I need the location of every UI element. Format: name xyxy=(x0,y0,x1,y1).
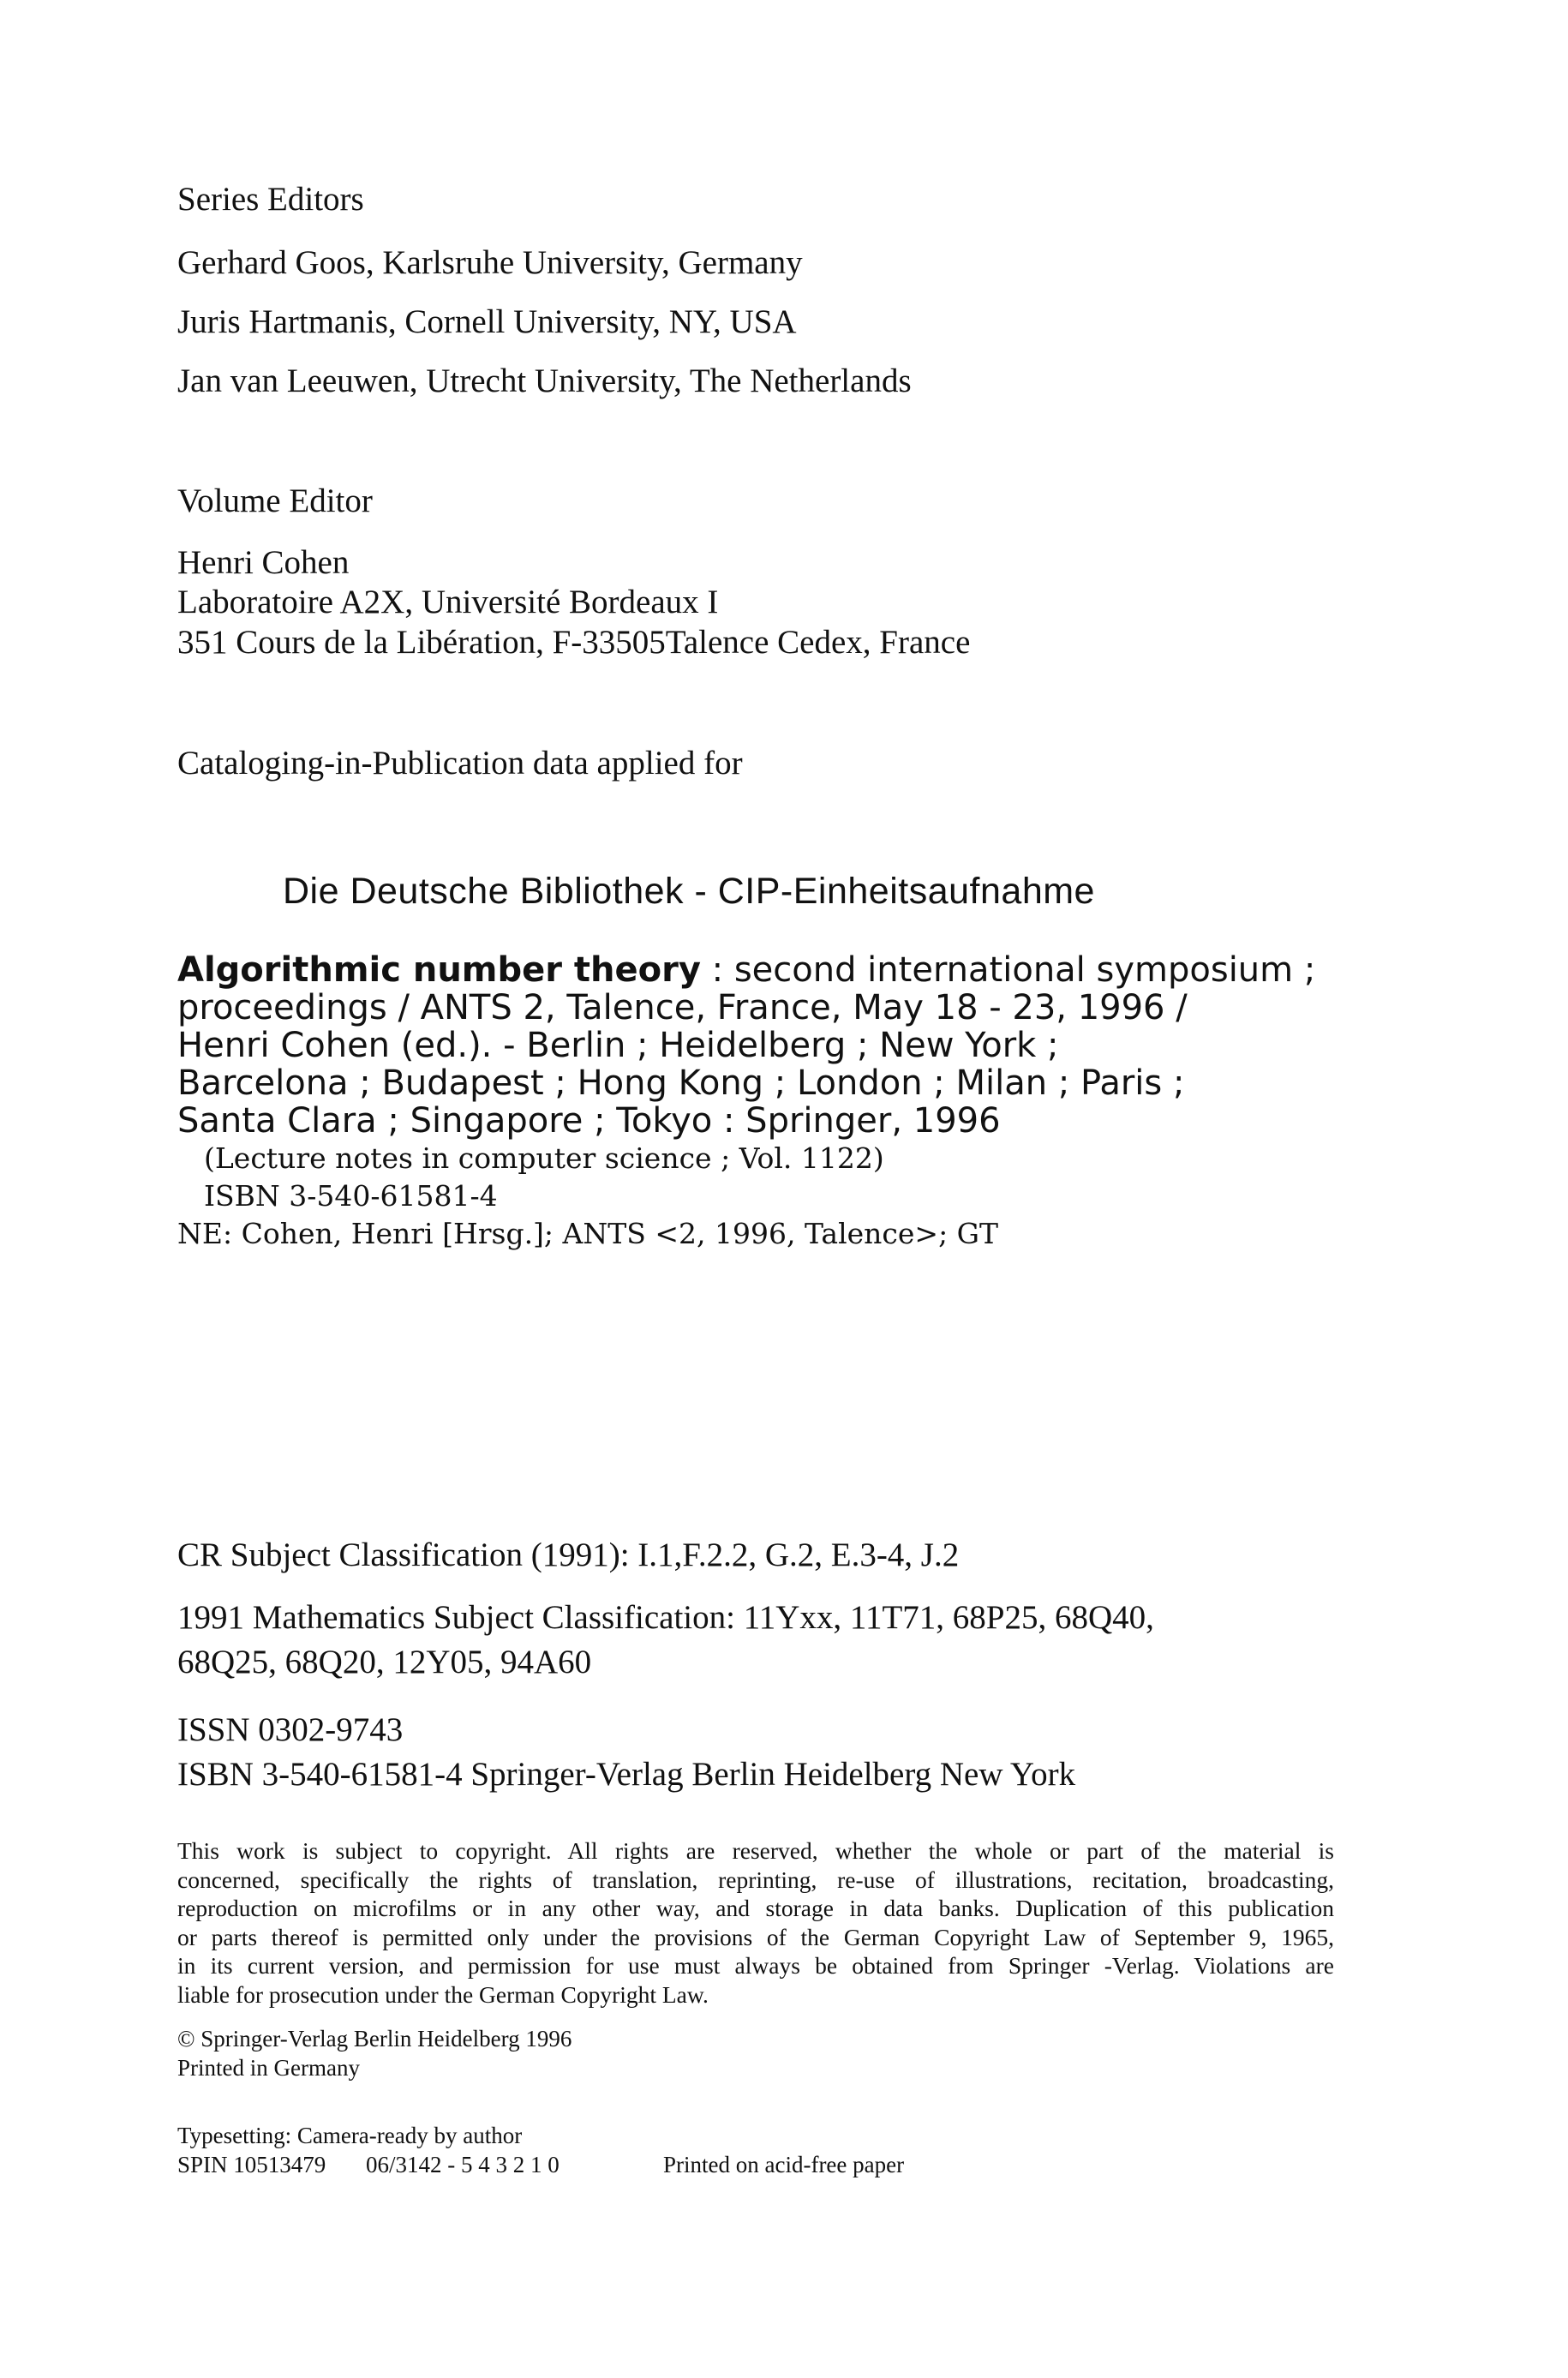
paper-note: Printed on acid-free paper xyxy=(663,2152,905,2177)
msc-classification-line: 1991 Mathematics Subject Classification: 11Yxx, 11T71, 68P25, 68Q40, xyxy=(177,1599,1154,1636)
volume-editor-heading: Volume Editor xyxy=(177,482,373,519)
copyright-line: concerned, specifically the rights of translation, reprinting, re-use of illustrations, recitation, broadcasting, xyxy=(177,1866,1334,1893)
cr-classification: CR Subject Classification (1991): I.1,F.2.2, G.2, E.3-4, J.2 xyxy=(177,1536,960,1573)
copyright-line: reproduction on microfilms or in any other way, and storage in data banks. Duplication of this publication xyxy=(177,1895,1334,1921)
cip-line: Henri Cohen (ed.). - Berlin ; Heidelberg ; New York ; xyxy=(177,1026,1059,1065)
volume-editor-line: 351 Cours de la Libération, F-33505Talence Cedex, France xyxy=(177,624,971,661)
series-editor-line: Juris Hartmanis, Cornell University, NY, USA xyxy=(177,303,797,340)
series-editor-line: Jan van Leeuwen, Utrecht University, The Netherlands xyxy=(177,362,912,399)
copyright-line: This work is subject to copyright. All rights are reserved, whether the whole or part of the material is xyxy=(177,1837,1334,1864)
copyright-line: liable for prosecution under the German Copyright Law. xyxy=(177,1980,709,2008)
volume-editor-line: Henri Cohen xyxy=(177,544,350,581)
msc-classification-line: 68Q25, 68Q20, 12Y05, 94A60 xyxy=(177,1644,592,1680)
copyright-line: in its current version, and permission for use must always be obtained from Springer -Verlag. Violations are xyxy=(177,1952,1334,1979)
cip-title-line xyxy=(177,951,1315,989)
cip-series-note: (Lecture notes in computer science ; Vol. 1122) xyxy=(204,1141,884,1175)
series-editor-line: Gerhard Goos, Karlsruhe University, Germany xyxy=(177,244,803,281)
printed-in: Printed in Germany xyxy=(177,2055,360,2081)
cataloging-note: Cataloging-in-Publication data applied for xyxy=(177,745,743,782)
copyright-holder: © Springer-Verlag Berlin Heidelberg 1996 xyxy=(177,2026,572,2052)
copyright-line: or parts thereof is permitted only under the provisions of the German Copyright Law of September 9, 1965, xyxy=(177,1923,1334,1950)
cip-line: Barcelona ; Budapest ; Hong Kong ; London ; Milan ; Paris ; xyxy=(177,1063,1185,1103)
cip-title: Algorithmic number theory xyxy=(177,950,701,990)
cip-ne: NE: Cohen, Henri [Hrsg.]; ANTS <2, 1996, Talence>; GT xyxy=(177,1217,999,1250)
spin-number: SPIN 10513479 xyxy=(177,2152,326,2177)
typesetting: Typesetting: Camera-ready by author xyxy=(177,2123,523,2148)
cip-isbn: ISBN 3-540-61581-4 xyxy=(204,1179,498,1213)
isbn: ISBN 3-540-61581-4 Springer-Verlag Berlin Heidelberg New York xyxy=(177,1756,1076,1793)
issn: ISSN 0302-9743 xyxy=(177,1711,404,1748)
cip-entry xyxy=(177,951,1315,1253)
cip-title-rest: : second international symposium ; xyxy=(700,950,1316,990)
cip-line: Santa Clara ; Singapore ; Tokyo : Springer, 1996 xyxy=(177,1101,1001,1141)
volume-editor-line: Laboratoire A2X, Université Bordeaux I xyxy=(177,584,719,620)
copyright-notice xyxy=(177,1836,1334,2009)
series-editors-heading: Series Editors xyxy=(177,181,364,218)
cip-heading: Die Deutsche Bibliothek - CIP-Einheitsaufnahme xyxy=(283,871,1095,912)
spin-row xyxy=(177,2151,904,2180)
print-code: 06/3142 - 5 4 3 2 1 0 xyxy=(366,2152,560,2177)
cip-line: proceedings / ANTS 2, Talence, France, May 18 - 23, 1996 / xyxy=(177,988,1188,1027)
